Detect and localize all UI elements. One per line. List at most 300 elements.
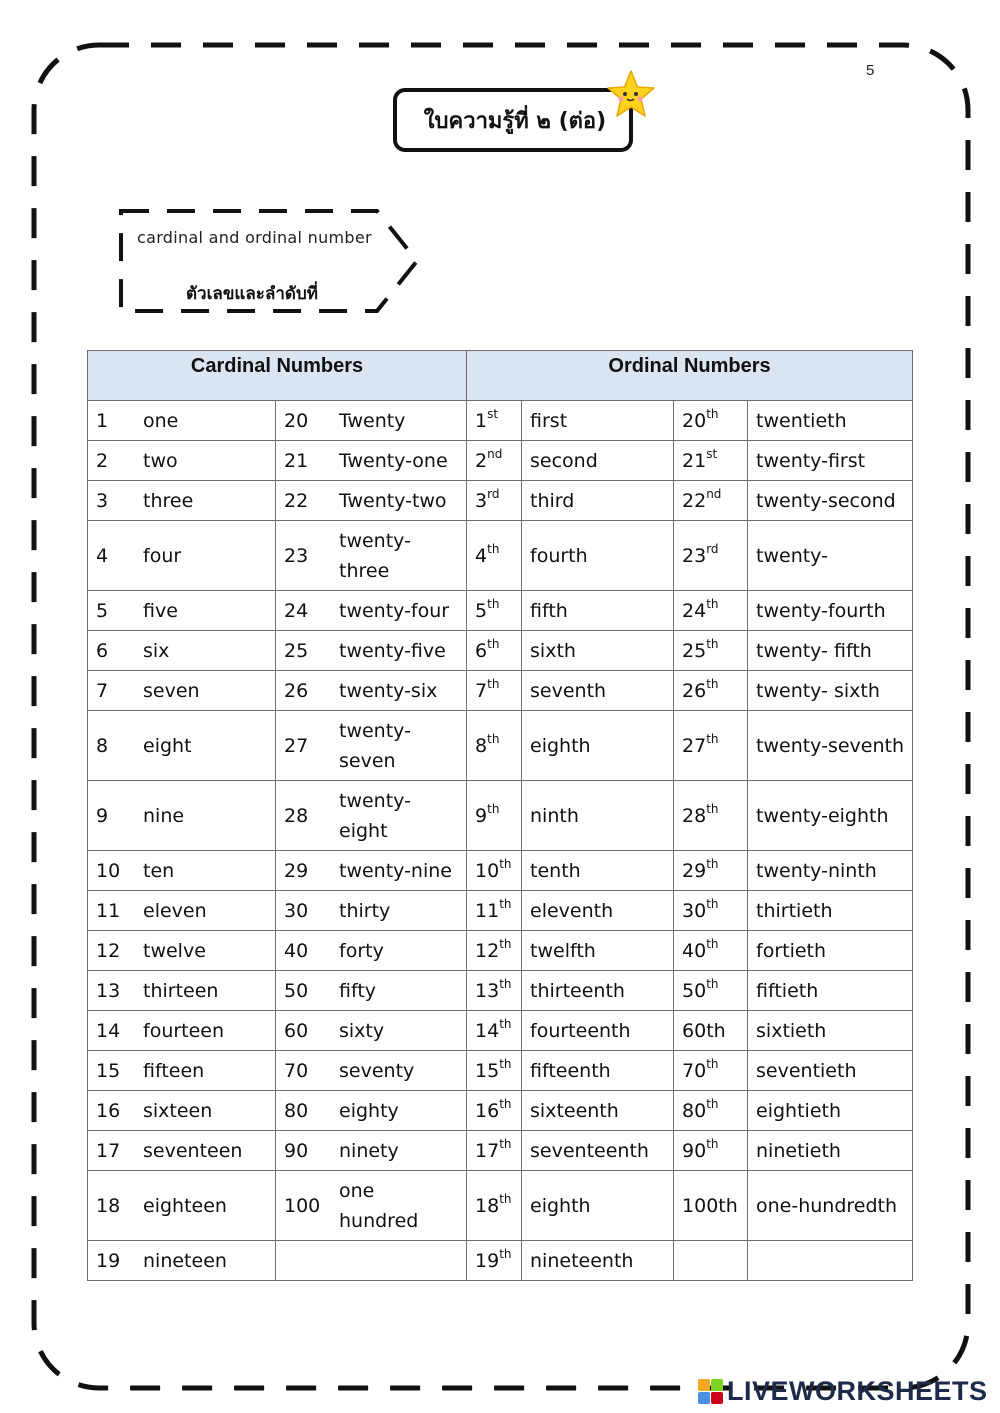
ordinal-number-cell — [467, 851, 522, 891]
cardinal-cell — [88, 521, 276, 591]
ordinal-number: 50 — [682, 979, 707, 1002]
cardinal-number: 8 — [96, 734, 109, 757]
logo-square — [698, 1392, 710, 1404]
ordinal-word-cell — [522, 781, 674, 851]
cardinal-word: forty — [339, 939, 384, 962]
table-header-row — [88, 351, 913, 401]
ordinal-number: 23 — [682, 544, 707, 567]
cardinal-cell — [276, 401, 467, 441]
cardinal-word: thirteen — [143, 979, 219, 1002]
ordinal-number-cell — [674, 1011, 748, 1051]
ordinal-word: twenty-fourth — [756, 599, 886, 622]
ordinal-number-cell — [674, 851, 748, 891]
table-row — [88, 1091, 913, 1131]
ordinal-number: 17 — [475, 1139, 500, 1162]
ordinal-word: fortieth — [756, 939, 827, 962]
ordinal-number: 3 — [475, 489, 488, 512]
ordinal-suffix: th — [706, 801, 719, 816]
star-icon — [604, 68, 658, 122]
ordinal-number-cell — [467, 1171, 522, 1241]
ordinal-number: 40 — [682, 939, 707, 962]
table-row — [88, 781, 913, 851]
ordinal-number-cell — [674, 1171, 748, 1241]
ordinal-suffix: th — [487, 801, 500, 816]
ordinal-number-cell — [467, 1131, 522, 1171]
ordinal-suffix: nd — [706, 486, 722, 501]
ordinal-word: twenty-ninth — [756, 859, 877, 882]
ordinal-word: twenty- sixth — [756, 679, 880, 702]
cardinal-cell — [88, 891, 276, 931]
ordinal-word-cell — [522, 891, 674, 931]
ordinal-number: 11 — [475, 899, 500, 922]
cardinal-number: 19 — [96, 1249, 121, 1272]
ordinal-word-cell — [748, 931, 913, 971]
cardinal-word: four — [143, 544, 182, 567]
ordinal-number: 70 — [682, 1059, 707, 1082]
ordinal-number: 60th — [682, 1019, 726, 1042]
ordinal-word: sixtieth — [756, 1019, 827, 1042]
ordinal-number: 9 — [475, 804, 488, 827]
cardinal-number: 6 — [96, 639, 109, 662]
ordinal-number: 25 — [682, 639, 707, 662]
ordinal-word-cell — [748, 1011, 913, 1051]
cardinal-word: seven — [143, 679, 200, 702]
ordinal-suffix: th — [706, 1096, 719, 1111]
cardinal-number: 17 — [96, 1139, 121, 1162]
ordinal-number-cell — [467, 711, 522, 781]
ordinal-word: twenty- fifth — [756, 639, 872, 662]
cardinal-word: fourteen — [143, 1019, 225, 1042]
ordinal-number: 6 — [475, 639, 488, 662]
ordinal-suffix: th — [499, 936, 512, 951]
numbers-table — [87, 350, 913, 1281]
ordinal-suffix: th — [706, 976, 719, 991]
ordinal-word: sixteenth — [530, 1099, 619, 1122]
cardinal-cell — [276, 851, 467, 891]
ordinal-number: 19 — [475, 1249, 500, 1272]
ordinal-suffix: th — [499, 1246, 512, 1261]
ordinal-word: eighth — [530, 734, 591, 757]
cardinal-cell — [88, 631, 276, 671]
ordinal-suffix: th — [499, 976, 512, 991]
cardinal-cell — [276, 671, 467, 711]
cardinal-cell — [276, 1131, 467, 1171]
ordinal-suffix: th — [499, 856, 512, 871]
cardinal-word: ten — [143, 859, 175, 882]
table-row — [88, 971, 913, 1011]
cardinal-cell — [88, 781, 276, 851]
ordinal-number-cell — [467, 481, 522, 521]
ordinal-suffix: th — [487, 541, 500, 556]
ordinal-number-cell — [674, 1131, 748, 1171]
cardinal-word: eight — [143, 734, 192, 757]
cardinal-word: sixteen — [143, 1099, 213, 1122]
ordinal-number-cell — [674, 1091, 748, 1131]
table-row — [88, 1241, 913, 1281]
cardinal-cell — [276, 1171, 467, 1241]
ordinal-number: 18 — [475, 1194, 500, 1217]
cardinal-word: three — [143, 489, 194, 512]
cardinal-cell — [276, 631, 467, 671]
ordinal-word-cell — [748, 1241, 913, 1281]
cardinal-number: 4 — [96, 544, 109, 567]
cardinal-number: 1 — [96, 409, 109, 432]
table-row — [88, 851, 913, 891]
ordinal-word-cell — [522, 591, 674, 631]
cardinal-word: twenty-seven — [339, 719, 411, 772]
cardinal-cell — [276, 1091, 467, 1131]
ordinal-word: second — [530, 449, 598, 472]
ordinal-word-cell — [748, 401, 913, 441]
ordinal-word-cell — [522, 1091, 674, 1131]
ordinal-suffix: th — [706, 406, 719, 421]
ordinal-word: twenty-eighth — [756, 804, 889, 827]
ordinal-word-cell — [522, 971, 674, 1011]
ordinal-word-cell — [522, 481, 674, 521]
cardinal-word: nine — [143, 804, 185, 827]
ordinal-word-cell — [748, 481, 913, 521]
ordinal-word: twelfth — [530, 939, 596, 962]
ordinal-word-cell — [748, 671, 913, 711]
page-number: 5 — [866, 62, 875, 79]
ordinal-word-cell — [522, 631, 674, 671]
ordinal-number: 12 — [475, 939, 500, 962]
ordinal-number-cell — [467, 1011, 522, 1051]
ordinal-suffix: th — [487, 731, 500, 746]
cardinal-number: 21 — [284, 449, 309, 472]
cardinal-number: 7 — [96, 679, 109, 702]
cardinal-number: 24 — [284, 599, 309, 622]
ordinal-word-cell — [748, 1091, 913, 1131]
cardinal-number: 10 — [96, 859, 121, 882]
ordinal-word-cell — [748, 971, 913, 1011]
ordinal-word: fiftieth — [756, 979, 819, 1002]
ordinal-word-cell — [522, 851, 674, 891]
cardinal-number: 5 — [96, 599, 109, 622]
cardinal-word: nineteen — [143, 1249, 227, 1272]
ordinal-word: fourteenth — [530, 1019, 631, 1042]
cardinal-header: Cardinal Numbers — [88, 351, 467, 401]
ordinal-word: one-hundredth — [756, 1194, 898, 1217]
table-row — [88, 1051, 913, 1091]
ordinal-word: fourth — [530, 544, 588, 567]
cardinal-number: 15 — [96, 1059, 121, 1082]
ordinal-word: eleventh — [530, 899, 614, 922]
ordinal-number: 7 — [475, 679, 488, 702]
cardinal-number: 13 — [96, 979, 121, 1002]
cardinal-word: twelve — [143, 939, 206, 962]
ordinal-suffix: nd — [487, 446, 503, 461]
ordinal-number: 10 — [475, 859, 500, 882]
ordinal-number-cell — [467, 1051, 522, 1091]
ordinal-number: 90 — [682, 1139, 707, 1162]
cardinal-number: 3 — [96, 489, 109, 512]
cardinal-cell — [88, 1171, 276, 1241]
cardinal-word: fifty — [339, 979, 377, 1002]
ordinal-suffix: th — [706, 896, 719, 911]
cardinal-word: two — [143, 449, 178, 472]
cardinal-cell — [88, 671, 276, 711]
logo-square — [698, 1379, 710, 1391]
cardinal-cell — [88, 971, 276, 1011]
ordinal-word: eighth — [530, 1194, 591, 1217]
ordinal-number-cell — [467, 521, 522, 591]
ordinal-word-cell — [748, 781, 913, 851]
cardinal-cell — [88, 1131, 276, 1171]
logo-square — [711, 1392, 723, 1404]
cardinal-cell — [276, 1241, 467, 1281]
cardinal-word: six — [143, 639, 170, 662]
ordinal-number-cell — [467, 1241, 522, 1281]
ordinal-suffix: th — [706, 936, 719, 951]
cardinal-word: seventeen — [143, 1139, 243, 1162]
ordinal-word: twentieth — [756, 409, 847, 432]
cardinal-cell — [276, 1051, 467, 1091]
ordinal-number-cell — [674, 521, 748, 591]
ordinal-number: 21 — [682, 449, 707, 472]
table-row — [88, 401, 913, 441]
cardinal-number: 23 — [284, 544, 309, 567]
cardinal-number: 9 — [96, 804, 109, 827]
cardinal-number: 27 — [284, 734, 309, 757]
ordinal-number: 13 — [475, 979, 500, 1002]
ordinal-word: twenty-seventh — [756, 734, 905, 757]
cardinal-cell — [88, 931, 276, 971]
cardinal-word: Twenty-two — [339, 489, 447, 512]
ordinal-word-cell — [522, 441, 674, 481]
ordinal-number-cell — [674, 781, 748, 851]
cardinal-number: 18 — [96, 1194, 121, 1217]
ordinal-number-cell — [674, 591, 748, 631]
cardinal-number: 100 — [284, 1194, 321, 1217]
ordinal-word-cell — [522, 401, 674, 441]
cardinal-number: 16 — [96, 1099, 121, 1122]
cardinal-word: twenty-nine — [339, 859, 452, 882]
table-row — [88, 631, 913, 671]
cardinal-cell — [88, 1051, 276, 1091]
table-row — [88, 1171, 913, 1241]
cardinal-cell — [276, 711, 467, 781]
ordinal-number-cell — [674, 401, 748, 441]
ordinal-suffix: th — [706, 596, 719, 611]
cardinal-cell — [276, 481, 467, 521]
ordinal-number-cell — [674, 1241, 748, 1281]
cardinal-word: sixty — [339, 1019, 385, 1042]
ordinal-word: seventieth — [756, 1059, 857, 1082]
cardinal-number: 28 — [284, 804, 309, 827]
ordinal-suffix: th — [499, 1056, 512, 1071]
ordinal-number: 26 — [682, 679, 707, 702]
cardinal-number: 40 — [284, 939, 309, 962]
ordinal-number-cell — [674, 1051, 748, 1091]
cardinal-number: 80 — [284, 1099, 309, 1122]
ordinal-number: 100th — [682, 1194, 738, 1217]
ordinal-number: 30 — [682, 899, 707, 922]
cardinal-cell — [88, 711, 276, 781]
ordinal-word: thirtieth — [756, 899, 833, 922]
ordinal-word: third — [530, 489, 575, 512]
ordinal-word-cell — [748, 851, 913, 891]
ordinal-suffix: st — [706, 446, 718, 461]
ordinal-word: twenty-second — [756, 489, 896, 512]
ordinal-number-cell — [467, 441, 522, 481]
ordinal-word-cell — [748, 631, 913, 671]
table-row — [88, 591, 913, 631]
cardinal-cell — [276, 441, 467, 481]
table-row — [88, 1131, 913, 1171]
ordinal-number: 28 — [682, 804, 707, 827]
cardinal-word: twenty-five — [339, 639, 446, 662]
cardinal-word: one — [143, 409, 179, 432]
ordinal-number-cell — [674, 671, 748, 711]
cardinal-cell — [88, 441, 276, 481]
ordinal-suffix: th — [499, 896, 512, 911]
ordinal-word-cell — [522, 1241, 674, 1281]
ordinal-suffix: th — [487, 596, 500, 611]
ordinal-word: fifth — [530, 599, 568, 622]
cardinal-cell — [276, 521, 467, 591]
cardinal-cell — [88, 851, 276, 891]
ordinal-word-cell — [748, 1051, 913, 1091]
ordinal-word: thirteenth — [530, 979, 625, 1002]
cardinal-word: eighty — [339, 1099, 399, 1122]
cardinal-cell — [88, 1241, 276, 1281]
ordinal-word: sixth — [530, 639, 576, 662]
logo-square — [711, 1379, 723, 1391]
ordinal-number-cell — [467, 591, 522, 631]
ordinal-number: 5 — [475, 599, 488, 622]
ordinal-number: 24 — [682, 599, 707, 622]
liveworksheets-logo-icon — [698, 1379, 723, 1404]
cardinal-cell — [88, 401, 276, 441]
cardinal-word: Twenty-one — [339, 449, 448, 472]
ordinal-number-cell — [467, 781, 522, 851]
topic-tag-english: cardinal and ordinal number — [137, 228, 372, 247]
ordinal-word: ninetieth — [756, 1139, 841, 1162]
ordinal-number-cell — [467, 891, 522, 931]
cardinal-number: 30 — [284, 899, 309, 922]
ordinal-number-cell — [674, 631, 748, 671]
ordinal-suffix: th — [499, 1016, 512, 1031]
ordinal-suffix: th — [706, 1056, 719, 1071]
ordinal-header: Ordinal Numbers — [467, 351, 913, 401]
table-row — [88, 891, 913, 931]
ordinal-number-cell — [674, 931, 748, 971]
cardinal-number: 14 — [96, 1019, 121, 1042]
ordinal-word: twenty- — [756, 544, 828, 567]
ordinal-number: 29 — [682, 859, 707, 882]
ordinal-number: 14 — [475, 1019, 500, 1042]
cardinal-word: twenty-four — [339, 599, 450, 622]
ordinal-word-cell — [748, 521, 913, 591]
ordinal-word: seventeenth — [530, 1139, 649, 1162]
table-row — [88, 521, 913, 591]
cardinal-number: 90 — [284, 1139, 309, 1162]
ordinal-suffix: th — [706, 856, 719, 871]
cardinal-cell — [276, 971, 467, 1011]
liveworksheets-watermark — [698, 1376, 988, 1407]
ordinal-word: tenth — [530, 859, 581, 882]
ordinal-word: twenty-first — [756, 449, 866, 472]
cardinal-cell — [276, 781, 467, 851]
table-row — [88, 671, 913, 711]
cardinal-word: twenty-six — [339, 679, 438, 702]
ordinal-number: 2 — [475, 449, 488, 472]
ordinal-suffix: st — [487, 406, 499, 421]
ordinal-word: first — [530, 409, 568, 432]
ordinal-word-cell — [522, 931, 674, 971]
topic-tag-thai: ตัวเลขและลำดับที่ — [186, 284, 318, 304]
cardinal-word: twenty-eight — [339, 789, 411, 842]
cardinal-number: 2 — [96, 449, 109, 472]
watermark-text: LIVEWORKSHEETS — [727, 1376, 988, 1406]
ordinal-suffix: th — [487, 636, 500, 651]
ordinal-suffix: rd — [487, 486, 500, 501]
cardinal-number: 70 — [284, 1059, 309, 1082]
cardinal-number: 60 — [284, 1019, 309, 1042]
ordinal-word-cell — [522, 1051, 674, 1091]
ordinal-word-cell — [748, 711, 913, 781]
cardinal-cell — [88, 1011, 276, 1051]
cardinal-cell — [276, 1011, 467, 1051]
ordinal-word-cell — [522, 521, 674, 591]
ordinal-word: nineteenth — [530, 1249, 634, 1272]
ordinal-number-cell — [674, 441, 748, 481]
ordinal-number-cell — [674, 481, 748, 521]
ordinal-word-cell — [748, 1131, 913, 1171]
cardinal-number: 29 — [284, 859, 309, 882]
ordinal-number-cell — [467, 1091, 522, 1131]
ordinal-number-cell — [467, 401, 522, 441]
ordinal-word-cell — [522, 1011, 674, 1051]
ordinal-number-cell — [467, 671, 522, 711]
ordinal-word-cell — [522, 1171, 674, 1241]
cardinal-word: seventy — [339, 1059, 415, 1082]
cardinal-cell — [88, 1091, 276, 1131]
cardinal-number: 11 — [96, 899, 121, 922]
ordinal-number: 27 — [682, 734, 707, 757]
ordinal-number: 22 — [682, 489, 707, 512]
cardinal-number: 25 — [284, 639, 309, 662]
ordinal-word-cell — [522, 1131, 674, 1171]
ordinal-number-cell — [467, 631, 522, 671]
ordinal-number-cell — [674, 971, 748, 1011]
ordinal-suffix: th — [706, 676, 719, 691]
ordinal-number: 1 — [475, 409, 488, 432]
ordinal-word: fifteenth — [530, 1059, 611, 1082]
ordinal-word-cell — [748, 1171, 913, 1241]
ordinal-word-cell — [522, 711, 674, 781]
cardinal-number: 12 — [96, 939, 121, 962]
ordinal-number-cell — [467, 931, 522, 971]
ordinal-suffix: th — [499, 1191, 512, 1206]
cardinal-word: five — [143, 599, 178, 622]
cardinal-word: Twenty — [339, 409, 406, 432]
cardinal-cell — [276, 891, 467, 931]
ordinal-word-cell — [748, 891, 913, 931]
ordinal-number: 20 — [682, 409, 707, 432]
ordinal-word-cell — [748, 441, 913, 481]
ordinal-suffix: th — [499, 1096, 512, 1111]
cardinal-word: eleven — [143, 899, 207, 922]
cardinal-cell — [88, 481, 276, 521]
ordinal-suffix: th — [706, 636, 719, 651]
cardinal-word: twenty-three — [339, 529, 411, 582]
ordinal-number-cell — [674, 891, 748, 931]
ordinal-word: ninth — [530, 804, 579, 827]
cardinal-cell — [276, 591, 467, 631]
ordinal-suffix: th — [487, 676, 500, 691]
